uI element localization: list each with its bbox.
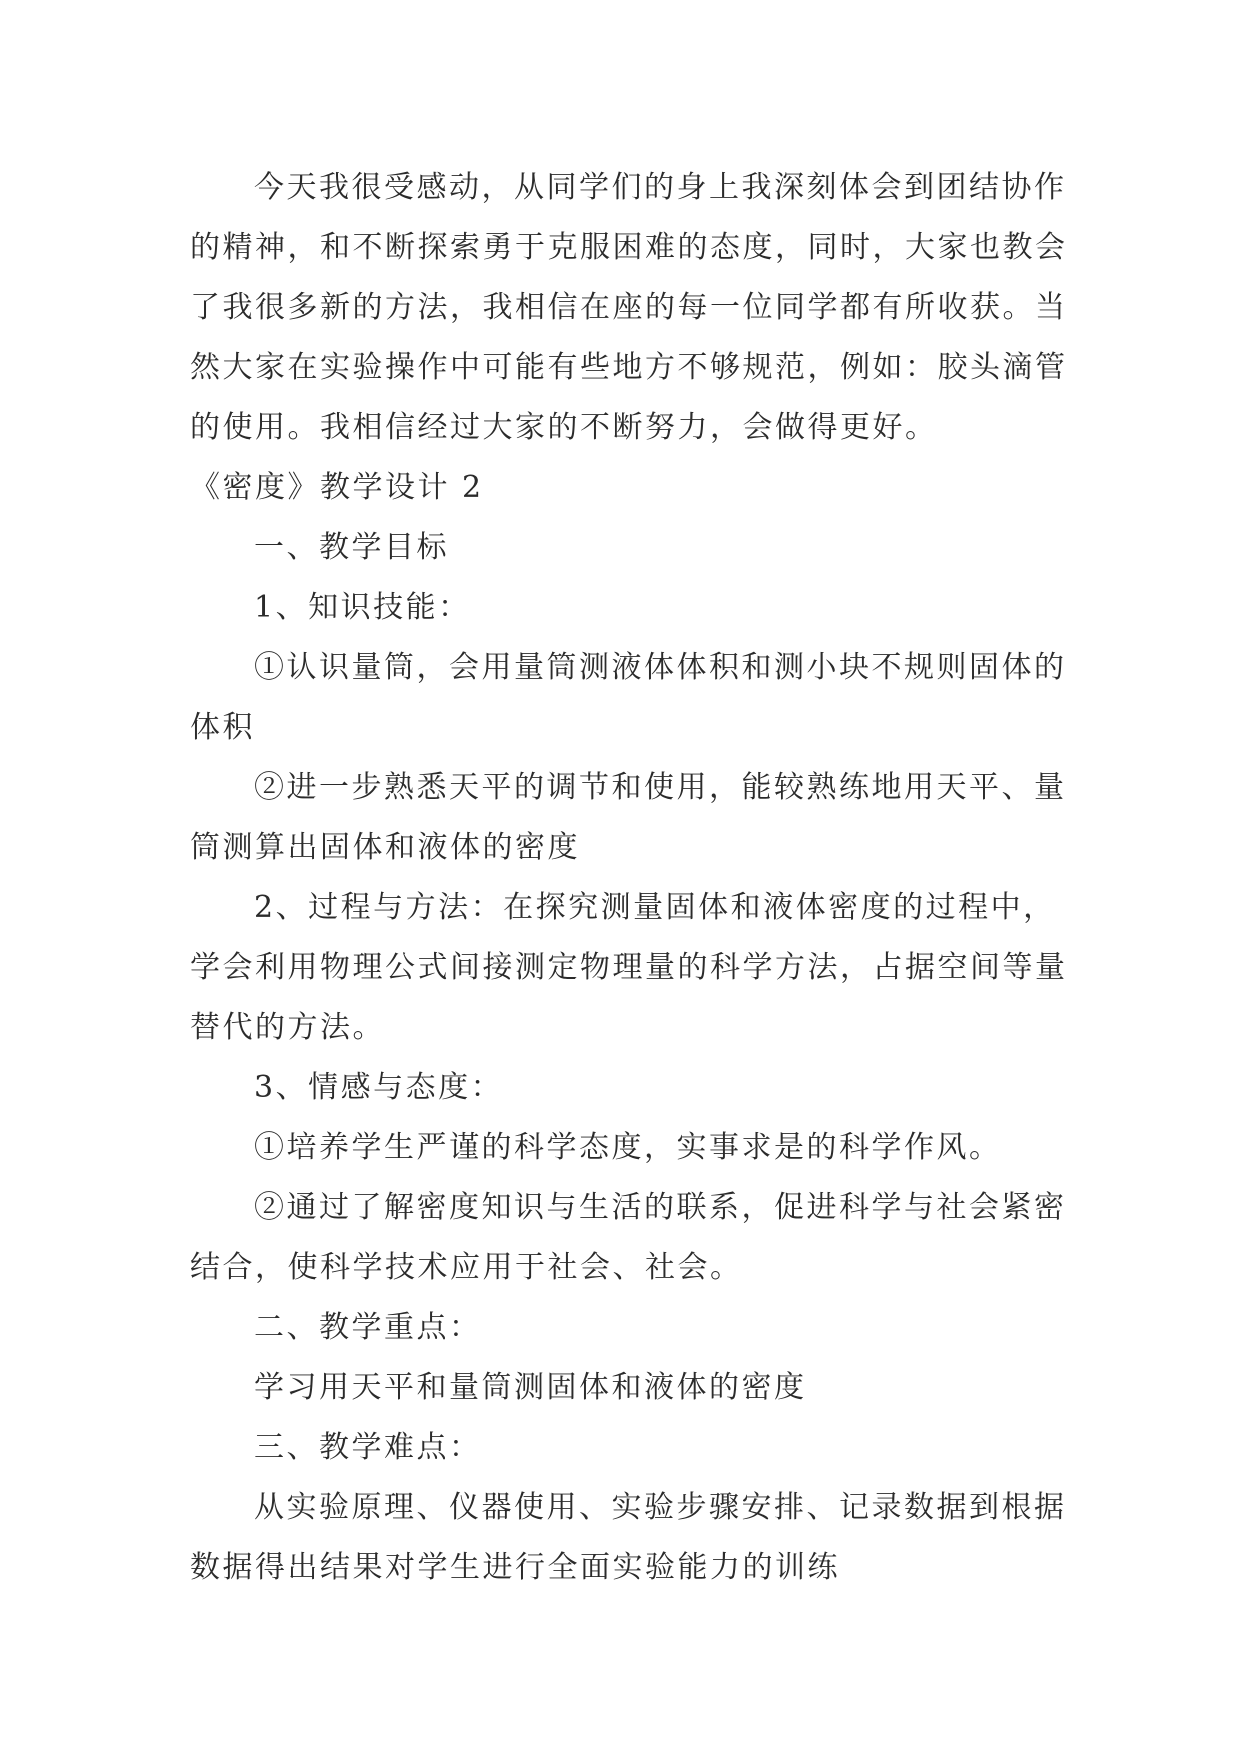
paragraph-reflection: 今天我很受感动，从同学们的身上我深刻体会到团结协作的精神，和不断探索勇于克服困难的态度，同时，大家也教会了我很多新的方法，我相信在座的每一位同学都有所收获。当然大家在实验操作中可能有些地方不够规范，例如：胶头滴管的使用。我相信经过大家的不断努力，会做得更好。: [190, 170, 1068, 445]
list-item-graduated-cylinder: ①认识量筒，会用量筒测液体体积和测小块不规则固体的体积: [190, 650, 1067, 745]
document-body: [190, 158, 1070, 1598]
section-title: 《密度》教学设计 2: [190, 470, 484, 505]
heading-teaching-focus: 二、教学重点：: [254, 1310, 482, 1345]
paragraph-teaching-focus: 学习用天平和量筒测固体和液体的密度: [254, 1370, 807, 1405]
list-item-science-society: ②通过了解密度知识与生活的联系，促进科学与社会紧密结合，使科学技术应用于社会、社会。: [190, 1190, 1067, 1285]
heading-teaching-goals: 一、教学目标: [254, 530, 449, 565]
subheading-knowledge-skills: 1、知识技能：: [254, 590, 471, 625]
list-item-balance-use: ②进一步熟悉天平的调节和使用，能较熟练地用天平、量筒测算出固体和液体的密度: [190, 770, 1067, 865]
heading-teaching-difficulty: 三、教学难点：: [254, 1430, 482, 1465]
subheading-emotion-attitude: 3、情感与态度：: [254, 1070, 504, 1105]
paragraph-teaching-difficulty: 从实验原理、仪器使用、实验步骤安排、记录数据到根据数据得出结果对学生进行全面实验能力的训练: [190, 1490, 1067, 1585]
paragraph-process-method: 2、过程与方法：在探究测量固体和液体密度的过程中，学会利用物理公式间接测定物理量的科学方法，占据空间等量替代的方法。: [190, 890, 1068, 1045]
list-item-scientific-attitude: ①培养学生严谨的科学态度，实事求是的科学作风。: [254, 1130, 1002, 1165]
